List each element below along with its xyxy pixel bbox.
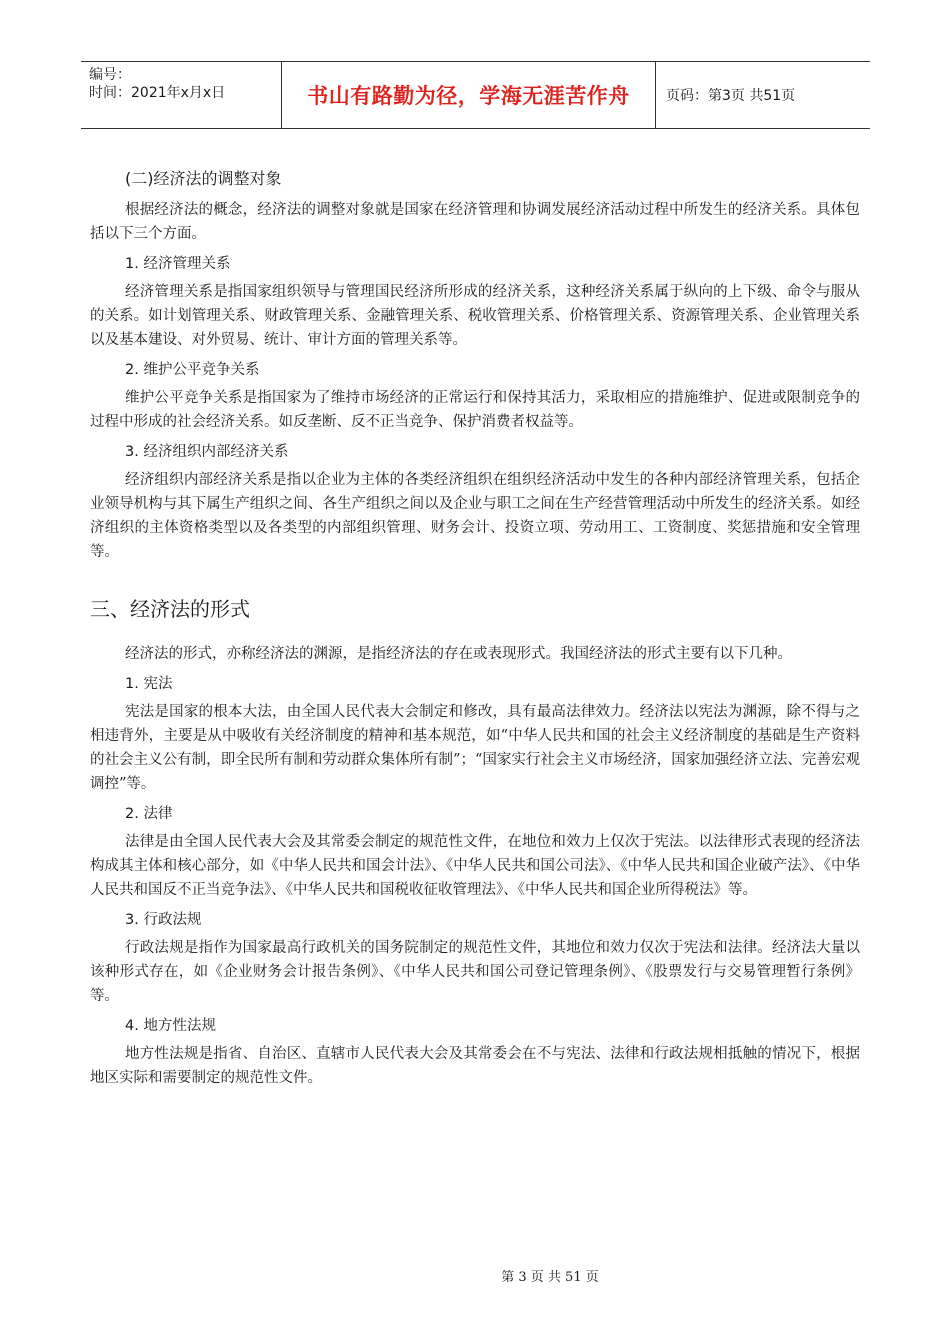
page-footer: 第 3 页 共 51 页	[501, 1270, 599, 1285]
header-page-info: 页码：第3页 共51页	[666, 88, 796, 104]
paragraph: 经济法的形式，亦称经济法的渊源，是指经济法的存在或表现形式。我国经济法的形式主要有以下几种。	[125, 646, 792, 662]
header-meta	[81, 62, 281, 128]
paragraph: 经济管理关系是指国家组织领导与管理国民经济所形成的经济关系，这种经济关系属于纵向的上下级、命令与服从的关系。如计划管理关系、财政管理关系、金融管理关系、税收管理关系、价格管理关系、资源管理关系、企业管理关系以及基本建设、对外贸易、统计、审计方面的管理关系等。	[90, 284, 860, 348]
item-title: 3. 经济组织内部经济关系	[125, 444, 289, 460]
item-title: 2. 法律	[125, 806, 173, 822]
item-title: 1. 经济管理关系	[125, 256, 231, 272]
paragraph: 经济组织内部经济关系是指以企业为主体的各类经济组织在组织经济活动中发生的各种内部经济管理关系，包括企业领导机构与其下属生产组织之间、各生产组织之间以及企业与职工之间在生产经营管理活动中所发生的经济关系。如经济组织的主体资格类型以及各类型的内部组织管理、财务会计、投资立项、劳动用工、工资制度、奖惩措施和安全管理等。	[90, 472, 860, 560]
paragraph: 维护公平竞争关系是指国家为了维持市场经济的正常运行和保持其活力，采取相应的措施维护、促进或限制竞争的过程中形成的社会经济关系。如反垄断、反不正当竞争、保护消费者权益等。	[90, 390, 860, 430]
item-title: 4. 地方性法规	[125, 1018, 216, 1034]
paragraph: 法律是由全国人民代表大会及其常委会制定的规范性文件，在地位和效力上仅次于宪法。以法律形式表现的经济法构成其主体和核心部分，如《中华人民共和国会计法》、《中华人民共和国公司法》、《中华人民共和国企业破产法》、《中华人民共和国反不正当竞争法》、《中华人民共和国税收征收管理法》、《中华人民共和国企业所得税法》等。	[90, 834, 860, 898]
item-title: 1. 宪法	[125, 676, 173, 692]
paragraph: 根据经济法的概念，经济法的调整对象就是国家在经济管理和协调发展经济活动过程中所发生的经济关系。具体包括以下三个方面。	[90, 202, 860, 242]
section-heading: 三、经济法的形式	[90, 597, 250, 621]
doc-code-label: 编号：	[89, 67, 131, 83]
paragraph: 行政法规是指作为国家最高行政机关的国务院制定的规范性文件，其地位和效力仅次于宪法和法律。经济法大量以该种形式存在，如《企业财务会计报告条例》、《中华人民共和国公司登记管理条例》、《股票发行与交易管理暂行条例》等。	[90, 940, 860, 1004]
header-motto: 书山有路勤为径，学海无涯苦作舟	[281, 62, 656, 128]
page-header	[81, 61, 870, 129]
paragraph: 宪法是国家的根本大法，由全国人民代表大会制定和修改，具有最高法律效力。经济法以宪法为渊源，除不得与之相违背外，主要是从中吸收有关经济制度的精神和基本规范，如“中华人民共和国的社会主义经济制度的基础是生产资料的社会主义公有制，即全民所有制和劳动群众集体所有制”；“国家实行社会主义市场经济，国家加强经济立法、完善宏观调控”等。	[90, 704, 860, 792]
section-title: (二)经济法的调整对象	[125, 169, 282, 188]
item-title: 2. 维护公平竞争关系	[125, 362, 260, 378]
paragraph: 地方性法规是指省、自治区、直辖市人民代表大会及其常委会在不与宪法、法律和行政法规相抵触的情况下，根据地区实际和需要制定的规范性文件。	[90, 1046, 860, 1086]
doc-time-label: 时间：2021年x月x日	[89, 85, 226, 101]
item-title: 3. 行政法规	[125, 912, 202, 928]
document-body	[90, 160, 860, 1092]
